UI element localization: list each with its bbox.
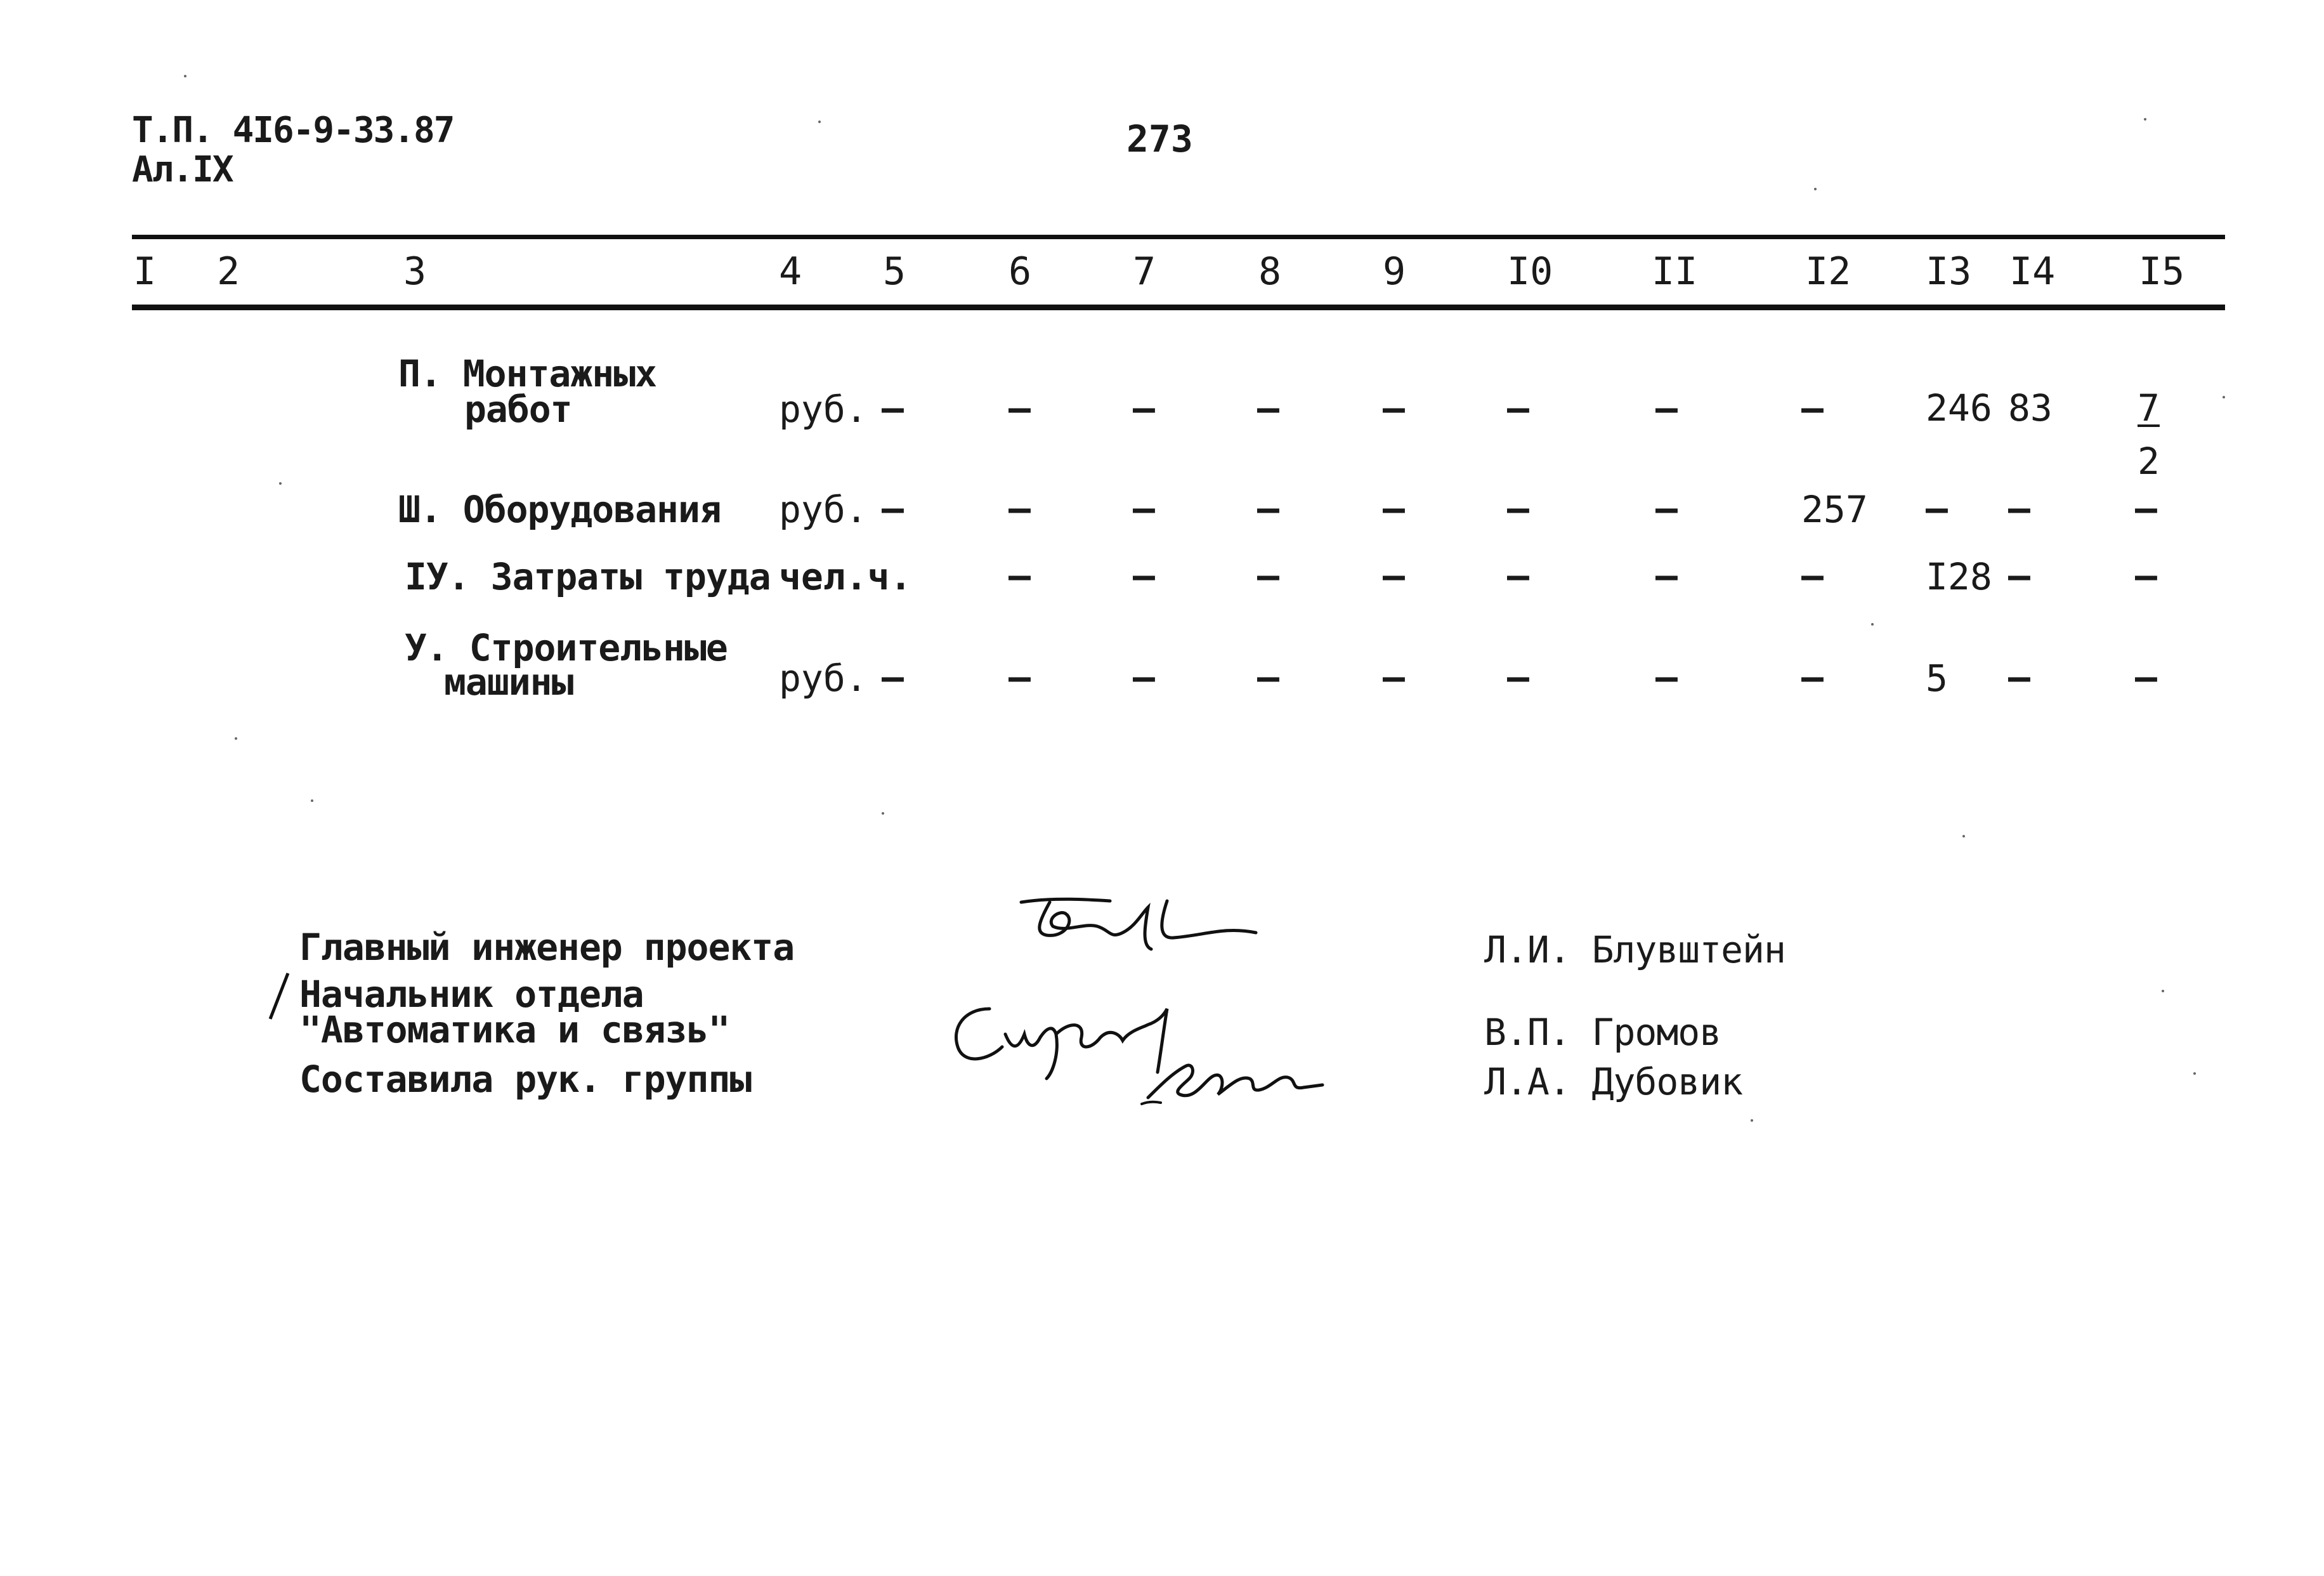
scan-speck bbox=[1871, 623, 1874, 626]
table-top-rule bbox=[132, 235, 2225, 239]
scan-speck bbox=[184, 75, 186, 77]
scan-speck bbox=[2144, 118, 2146, 121]
cell-col15: — bbox=[2135, 487, 2157, 530]
row-label-continued: машины bbox=[444, 660, 573, 704]
unit-cell: руб. bbox=[779, 388, 868, 431]
column-number: II bbox=[1652, 249, 1698, 294]
column-number: I0 bbox=[1507, 249, 1553, 294]
row-label: У. Строительные bbox=[405, 626, 728, 669]
cell-col8: — bbox=[1257, 487, 1279, 530]
unit-cell: руб. bbox=[779, 657, 868, 700]
scan-speck bbox=[882, 812, 884, 815]
scan-speck bbox=[1962, 835, 1965, 837]
column-number: 3 bbox=[403, 249, 427, 294]
cell-col15: — bbox=[2135, 655, 2157, 699]
column-number: I5 bbox=[2139, 249, 2185, 294]
cell-col9: — bbox=[1383, 655, 1405, 699]
column-number: I4 bbox=[2009, 249, 2056, 294]
document-reference: Т.П. 4I6-9-33.87 bbox=[132, 110, 454, 151]
cell-col9: — bbox=[1383, 554, 1405, 597]
signatory-role: Начальник отдела bbox=[299, 973, 644, 1016]
signatory-name: В.П. Громов bbox=[1484, 1011, 1721, 1054]
cell-col6: — bbox=[1009, 487, 1031, 530]
cell-col12: — bbox=[1801, 386, 1824, 430]
unit-cell: чел.ч. bbox=[779, 555, 912, 598]
cell-col14: — bbox=[2008, 487, 2030, 530]
cell-col6: — bbox=[1009, 655, 1031, 699]
column-number: 5 bbox=[883, 249, 906, 294]
cell-col13: — bbox=[1926, 487, 1948, 530]
cell-col14: — bbox=[2008, 655, 2030, 699]
cell-col13: 246 bbox=[1926, 386, 1992, 430]
cell-col7: — bbox=[1133, 386, 1155, 430]
scan-speck bbox=[1814, 188, 1817, 190]
signatory-name: Л.И. Блувштейн bbox=[1484, 928, 1785, 971]
cell-col8: — bbox=[1257, 386, 1279, 430]
cell-col5: — bbox=[882, 386, 904, 430]
cell-col13: I28 bbox=[1926, 555, 1992, 598]
cell-col11: — bbox=[1655, 554, 1678, 597]
cell-col13: 5 bbox=[1926, 657, 1948, 700]
cell-col10: — bbox=[1507, 655, 1529, 699]
scan-speck bbox=[311, 799, 313, 802]
scan-speck bbox=[235, 737, 237, 740]
cell-col6: — bbox=[1009, 554, 1031, 597]
cell-col5: — bbox=[882, 655, 904, 699]
column-number: 8 bbox=[1258, 249, 1282, 294]
column-number: 2 bbox=[217, 249, 240, 294]
row-label: П. Монтажных bbox=[398, 352, 657, 395]
slash-mark bbox=[266, 971, 292, 1021]
column-number: 7 bbox=[1133, 249, 1156, 294]
cell-col7: — bbox=[1133, 655, 1155, 699]
column-number: 4 bbox=[779, 249, 802, 294]
signatory-role: Составила рук. группы bbox=[299, 1058, 752, 1101]
column-number: I2 bbox=[1805, 249, 1851, 294]
cell-col15-denominator: 2 bbox=[2138, 440, 2160, 483]
cell-col14: 83 bbox=[2008, 386, 2053, 430]
column-number: 9 bbox=[1383, 249, 1406, 294]
cell-col14: — bbox=[2008, 554, 2030, 597]
cell-col8: — bbox=[1257, 655, 1279, 699]
page-number: 273 bbox=[1126, 117, 1193, 161]
cell-col6: — bbox=[1009, 386, 1031, 430]
cell-col9: — bbox=[1383, 386, 1405, 430]
cell-col10: — bbox=[1507, 487, 1529, 530]
scan-speck bbox=[2193, 1072, 2196, 1075]
unit-cell: руб. bbox=[779, 488, 868, 531]
column-number: 6 bbox=[1009, 249, 1032, 294]
column-number: I3 bbox=[1926, 249, 1972, 294]
signature-chief-engineer bbox=[1015, 888, 1281, 958]
scan-speck bbox=[279, 482, 282, 485]
scan-speck bbox=[818, 121, 821, 123]
cell-col5: — bbox=[882, 487, 904, 530]
signature-group-leader bbox=[1135, 1041, 1326, 1110]
column-number: I bbox=[133, 249, 157, 294]
row-label: IУ. Затраты труда bbox=[405, 555, 771, 598]
cell-col7: — bbox=[1133, 487, 1155, 530]
table-header-bottom-rule bbox=[132, 305, 2225, 310]
cell-col12: — bbox=[1801, 655, 1824, 699]
scan-speck bbox=[2223, 396, 2225, 398]
cell-col10: — bbox=[1507, 554, 1529, 597]
cell-col11: — bbox=[1655, 386, 1678, 430]
row-label: Ш. Оборудования bbox=[398, 488, 721, 531]
cell-col12: — bbox=[1801, 554, 1824, 597]
scan-speck bbox=[2162, 990, 2164, 992]
album-reference: Ал.IX bbox=[132, 149, 233, 190]
cell-col12: 257 bbox=[1801, 488, 1868, 531]
cell-col10: — bbox=[1507, 386, 1529, 430]
scan-speck bbox=[1751, 1119, 1753, 1122]
row-label-continued: работ bbox=[464, 388, 572, 431]
cell-col15: — bbox=[2135, 554, 2157, 597]
signatory-role-department: "Автоматика и связь" bbox=[299, 1008, 730, 1051]
cell-col9: — bbox=[1383, 487, 1405, 530]
cell-col11: — bbox=[1655, 655, 1678, 699]
cell-col8: — bbox=[1257, 554, 1279, 597]
signatory-role: Главный инженер проекта bbox=[299, 926, 795, 969]
cell-col11: — bbox=[1655, 487, 1678, 530]
cell-col7: — bbox=[1133, 554, 1155, 597]
cell-col15-numerator: 7 bbox=[2138, 386, 2160, 430]
signatory-name: Л.А. Дубовик bbox=[1484, 1060, 1743, 1103]
